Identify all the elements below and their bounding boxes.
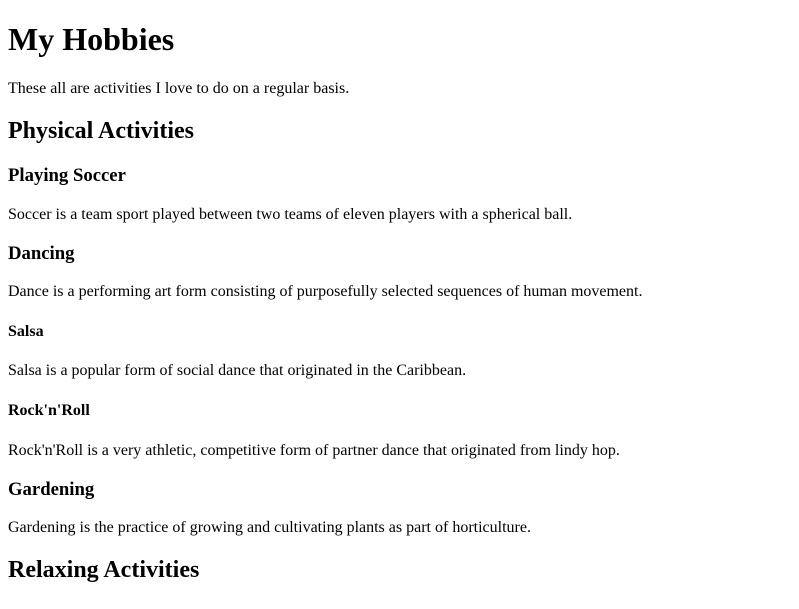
paragraph-playing-soccer: Soccer is a team sport played between two teams of eleven players with a spherical ball. <box>8 205 573 223</box>
paragraph-rocknroll: Rock'n'Roll is a very athletic, competitive form of partner dance that originated from lindy hop. <box>8 441 620 459</box>
paragraph-salsa: Salsa is a popular form of social dance that originated in the Caribbean. <box>8 362 467 380</box>
heading-relaxing-activities: Relaxing Activities <box>8 557 200 584</box>
heading-gardening: Gardening <box>8 478 95 500</box>
heading-rocknroll: Rock'n'Roll <box>8 402 90 420</box>
intro-paragraph: These all are activities I love to do on a regular basis. <box>8 79 350 97</box>
paragraph-dancing: Dance is a performing art form consisting of purposefully selected sequences of human movement. <box>8 283 643 301</box>
section-relaxing-activities <box>8 557 799 585</box>
heading-physical-activities: Physical Activities <box>8 117 194 144</box>
heading-playing-soccer: Playing Soccer <box>8 165 126 187</box>
section-physical-activities <box>8 118 799 537</box>
hobbies-document <box>8 21 799 584</box>
heading-dancing: Dancing <box>8 242 75 264</box>
page-title: My Hobbies <box>8 21 175 58</box>
paragraph-gardening: Gardening is the practice of growing and cultivating plants as part of horticulture. <box>8 519 531 537</box>
heading-salsa: Salsa <box>8 322 44 340</box>
